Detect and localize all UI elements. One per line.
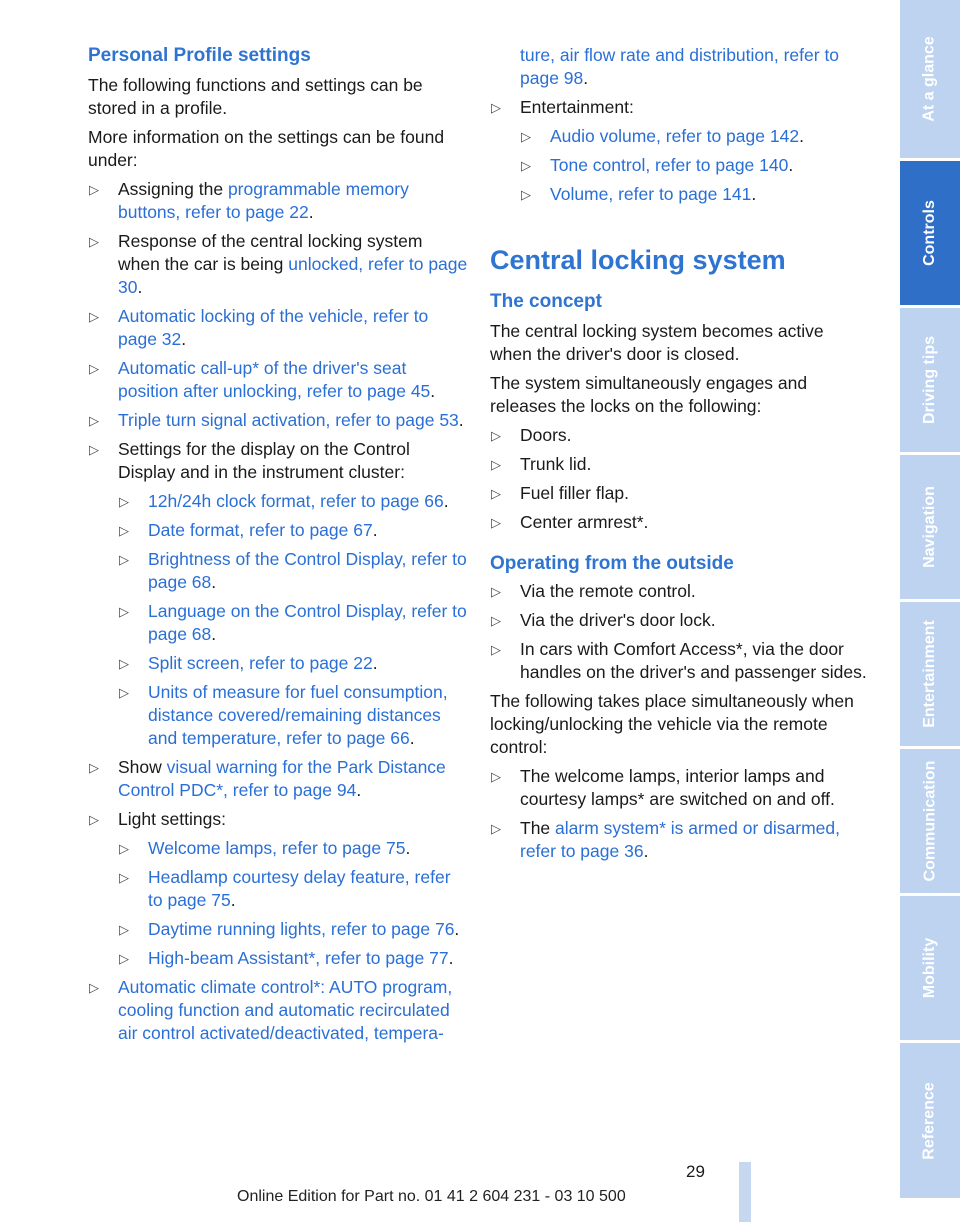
list-item: ▷ In cars with Comfort Access*, via the door handles on the driver's and passenger sides. <box>490 638 870 684</box>
list-item: ▷ Date format, refer to page 67. <box>118 519 468 542</box>
remote-paragraph: The following takes place simultaneously when locking/unlocking the vehicle via the remote control: <box>490 691 854 757</box>
list-item: ▷ Audio volume, refer to page 142. <box>520 125 870 148</box>
list-item: ▷ The welcome lamps, interior lamps and courtesy lamps* are switched on and off. <box>490 765 870 811</box>
tab-at-a-glance[interactable]: At a glance <box>900 0 960 158</box>
link-language[interactable]: Language on the Control Display, refer to page 68 <box>148 601 467 644</box>
link-brightness[interactable]: Brightness of the Control Display, refer to page 68 <box>148 549 467 592</box>
link-seat-position[interactable]: Automatic call-up* of the driver's seat position after unlocking, refer to page 45 <box>118 358 431 401</box>
list-item: ▷ Split screen, refer to page 22. <box>118 652 468 675</box>
link-climate-control[interactable]: Automatic climate control*: AUTO program, cooling function and automatic recirculated air control activated/deactivated, tempera- <box>118 977 453 1043</box>
tab-reference[interactable]: Reference <box>900 1043 960 1198</box>
footer-edition: Online Edition for Part no. 01 41 2 604 231 - 03 10 500 <box>237 1188 626 1205</box>
list-item: ▷ The alarm system* is armed or disarmed, refer to page 36. <box>490 817 870 863</box>
list-item: ▷ Volume, refer to page 141. <box>520 183 870 206</box>
list-item: ▷ Center armrest*. <box>490 511 870 534</box>
light-settings-list <box>118 837 468 970</box>
link-turn-signal[interactable]: Triple turn signal activation, refer to page 53 <box>118 410 459 430</box>
tab-controls[interactable]: Controls <box>900 161 960 305</box>
list-item-continuation: ture, air flow rate and distribution, refer to page 98. <box>520 45 840 88</box>
link-date-format[interactable]: Date format, refer to page 67 <box>148 520 373 540</box>
list-item: ▷ Show visual warning for the Park Distance Control PDC*, refer to page 94. <box>88 756 468 802</box>
link-units-of-measure[interactable]: Units of measure for fuel consumption, distance covered/remaining distances and temperature, refer to page 66 <box>148 682 448 748</box>
link-headlamp-courtesy[interactable]: Headlamp courtesy delay feature, refer to page 75 <box>148 867 451 910</box>
link-high-beam[interactable]: High-beam Assistant*, refer to page 77 <box>148 948 449 968</box>
page-number: 29 <box>686 1162 705 1181</box>
list-item <box>88 976 468 1045</box>
section-tabs <box>900 0 960 1222</box>
display-settings-list <box>118 490 468 750</box>
link-unlocked[interactable]: unlocked, refer to page 30 <box>118 254 468 297</box>
link-clock-format[interactable]: 12h/24h clock format, refer to page 66 <box>148 491 444 511</box>
link-automatic-locking[interactable]: Automatic locking of the vehicle, refer to page 32 <box>118 306 429 349</box>
heading-personal-profile: Personal Profile settings <box>88 45 311 66</box>
list-item: ▷ Via the remote control. <box>490 580 870 603</box>
list-item: ▷ Automatic call-up* of the driver's seat position after unlocking, refer to page 45. <box>88 357 468 403</box>
link-climate-control-cont[interactable]: ture, air flow rate and distribution, refer to page 98 <box>520 45 840 88</box>
list-item: ▷ Doors. <box>490 424 870 447</box>
list-item: ▷ Language on the Control Display, refer to page 68. <box>118 600 468 646</box>
concept-paragraph-1: The central locking system becomes active when the driver's door is closed. <box>490 321 824 364</box>
left-column <box>88 44 468 1051</box>
link-pdc-warning[interactable]: visual warning for the Park Distance Control PDC*, refer to page 94 <box>118 757 446 800</box>
profile-list <box>88 178 468 1045</box>
list-item: ▷ Trunk lid. <box>490 453 870 476</box>
list-item: ▷ Entertainment: ▷ Audio volume, refer to page 142. ▷ Tone control, refer to page 140. ▷ Volume, refer to page 141. <box>490 96 870 206</box>
list-item: ▷ Automatic locking of the vehicle, refer to page 32. <box>88 305 468 351</box>
link-volume[interactable]: Volume, refer to page 141 <box>550 184 752 204</box>
outside-list <box>490 580 870 684</box>
link-audio-volume[interactable]: Audio volume, refer to page 142 <box>550 126 800 146</box>
tab-entertainment[interactable]: Entertainment <box>900 602 960 746</box>
link-memory-buttons[interactable]: programmable memory buttons, refer to page 22 <box>118 179 409 222</box>
list-item: ▷ Via the driver's door lock. <box>490 609 870 632</box>
heading-concept: The concept <box>490 291 602 312</box>
page-marker-bar <box>739 1162 751 1222</box>
list-item: ▷ Light settings: ▷ Welcome lamps, refer to page 75. ▷ Headlamp courtesy delay feature, refer to page 75. ▷ Daytime running lights, refer to page 76. ▷ High-beam Assistant*, refer to page 77. <box>88 808 468 970</box>
remote-list <box>490 765 870 863</box>
entertainment-list <box>520 125 870 206</box>
list-item: ▷ Response of the central locking system when the car is being unlocked, refer to page 30. <box>88 230 468 299</box>
list-item: ▷ Brightness of the Control Display, refer to page 68. <box>118 548 468 594</box>
list-item: ▷ High-beam Assistant*, refer to page 77. <box>118 947 468 970</box>
right-column <box>490 44 870 869</box>
intro-paragraph-1: The following functions and settings can be stored in a profile. <box>88 75 423 118</box>
list-item: ▷ Headlamp courtesy delay feature, refer to page 75. <box>118 866 468 912</box>
list-item: ▷ Assigning the programmable memory buttons, refer to page 22. <box>88 178 468 224</box>
tab-communication[interactable]: Communication <box>900 749 960 893</box>
locks-list <box>490 424 870 534</box>
list-item: ▷ Triple turn signal activation, refer to page 53. <box>88 409 468 432</box>
link-daytime-lights[interactable]: Daytime running lights, refer to page 76 <box>148 919 455 939</box>
concept-paragraph-2: The system simultaneously engages and releases the locks on the following: <box>490 373 808 416</box>
profile-list-continued <box>490 44 870 206</box>
list-item: ▷ 12h/24h clock format, refer to page 66. <box>118 490 468 513</box>
list-item: ▷ Daytime running lights, refer to page 76. <box>118 918 468 941</box>
link-welcome-lamps[interactable]: Welcome lamps, refer to page 75 <box>148 838 406 858</box>
intro-paragraph-2: More information on the settings can be found under: <box>88 127 445 170</box>
link-split-screen[interactable]: Split screen, refer to page 22 <box>148 653 373 673</box>
link-tone-control[interactable]: Tone control, refer to page 140 <box>550 155 789 175</box>
tab-driving-tips[interactable]: Driving tips <box>900 308 960 452</box>
tab-navigation[interactable]: Navigation <box>900 455 960 599</box>
link-alarm-system[interactable]: alarm system* is armed or disarmed, refer to page 36 <box>520 818 840 861</box>
list-item: ▷ Fuel filler flap. <box>490 482 870 505</box>
list-item: ▷ Tone control, refer to page 140. <box>520 154 870 177</box>
tab-mobility[interactable]: Mobility <box>900 896 960 1040</box>
section-title: Central locking system <box>490 245 786 275</box>
list-item: ▷ Units of measure for fuel consumption, distance covered/remaining distances and temperature, refer to page 66. <box>118 681 468 750</box>
heading-operating-outside: Operating from the outside <box>490 553 734 574</box>
list-item: ▷ Welcome lamps, refer to page 75. <box>118 837 468 860</box>
list-item: ▷ Settings for the display on the Control Display and in the instrument cluster: ▷ 12h/24h clock format, refer to page 66. ▷ Date format, refer to page 67. ▷ Brightness of the Control Display, refer to page 68. ▷ Language on the Control Display, refer to page 68. ▷ Split screen, refer to page 22. ▷ Units of measure for fuel consumption, distance covered/remaining distances and temperature, refer to page 66. <box>88 438 468 750</box>
